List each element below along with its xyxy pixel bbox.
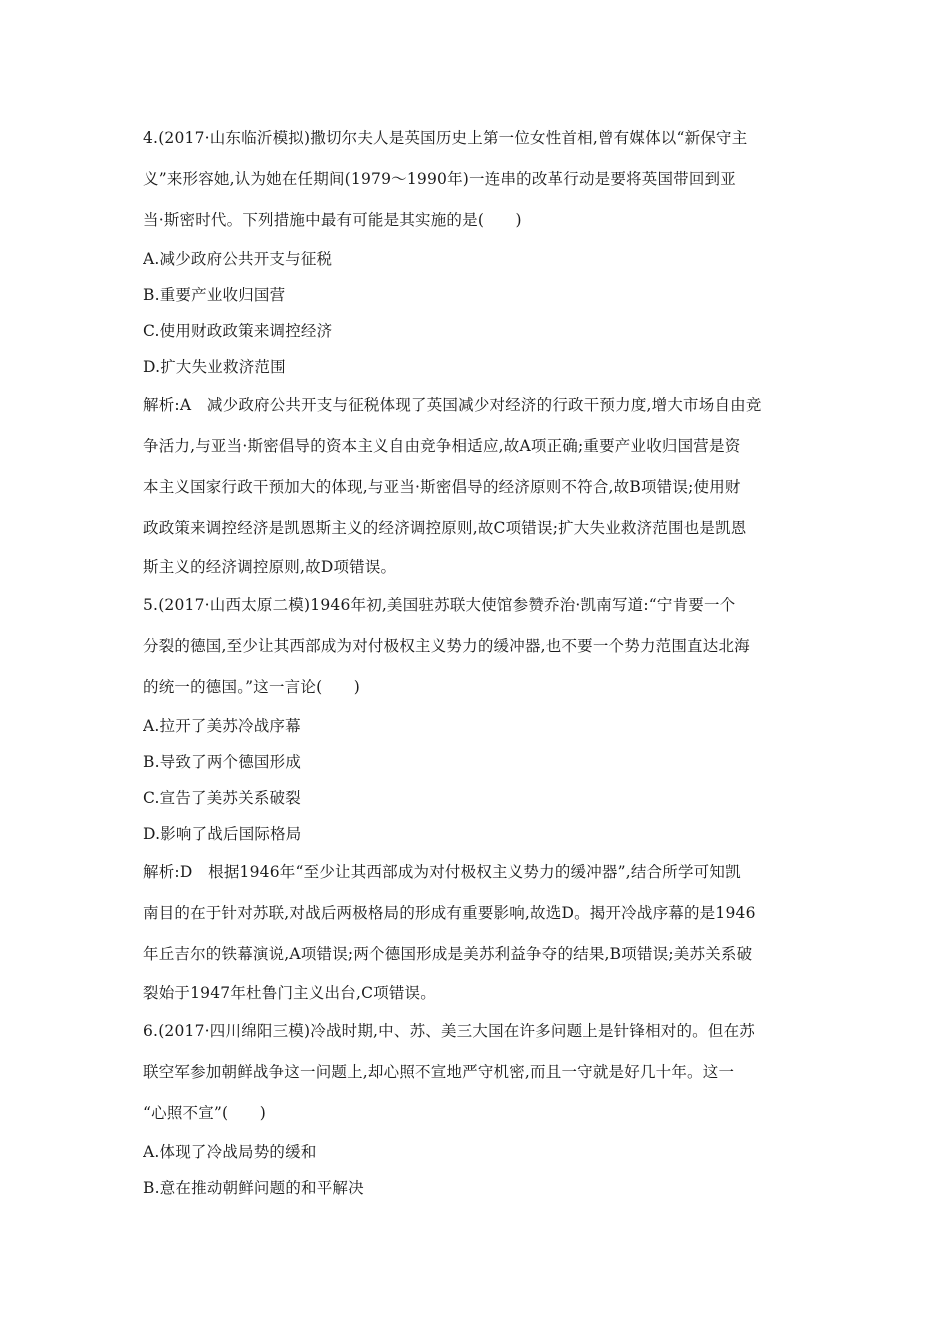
answer-option-d: D.影响了战后国际格局 <box>143 825 302 843</box>
answer-option-d: D.扩大失业救济范围 <box>143 358 286 376</box>
explanation-line: 年丘吉尔的铁幕演说,A项错误;两个德国形成是美苏利益争夺的结果,B项错误;美苏关系破 <box>143 945 753 963</box>
answer-option-a: A.体现了冷战局势的缓和 <box>143 1143 317 1161</box>
question-stem-line: 6.(2017·四川绵阳三模)冷战时期,中、苏、美三大国在许多问题上是针锋相对的。但在苏 <box>143 1022 755 1040</box>
question-4 <box>143 118 808 585</box>
question-stem-line: “心照不宣”( ) <box>143 1104 266 1122</box>
answer-option-b: B.导致了两个德国形成 <box>143 753 302 771</box>
question-5 <box>143 585 808 1011</box>
explanation-line: 南目的在于针对苏联,对战后两极格局的形成有重要影响,故选D。揭开冷战序幕的是1946 <box>143 904 756 922</box>
answer-option-b: B.重要产业收归国营 <box>143 286 286 304</box>
question-stem-line: 义”来形容她,认为她在任期间(1979～1990年)一连串的改革行动是要将英国带回到亚 <box>143 170 736 188</box>
answer-option-a: A.拉开了美苏冷战序幕 <box>143 717 301 735</box>
question-stem-line: 当·斯密时代。下列措施中最有可能是其实施的是( ) <box>143 211 522 229</box>
explanation-line: 本主义国家行政干预加大的体现,与亚当·斯密倡导的经济原则不符合,故B项错误;使用财 <box>143 478 741 496</box>
answer-option-c: C.宣告了美苏关系破裂 <box>143 789 301 807</box>
explanation-line: 政政策来调控经济是凯恩斯主义的经济调控原则,故C项错误;扩大失业救济范围也是凯恩 <box>143 519 747 537</box>
document-content <box>143 118 808 1206</box>
question-stem-line: 4.(2017·山东临沂模拟)撒切尔夫人是英国历史上第一位女性首相,曾有媒体以“新保守主 <box>143 129 748 147</box>
answer-option-b: B.意在推动朝鲜问题的和平解决 <box>143 1179 364 1197</box>
explanation-line: 解析:A 减少政府公共开支与征税体现了英国减少对经济的行政干预力度,增大市场自由竞 <box>143 396 762 414</box>
question-stem-line: 联空军参加朝鲜战争这一问题上,却心照不宣地严守机密,而且一守就是好几十年。这一 <box>143 1063 735 1081</box>
explanation-line: 裂始于1947年杜鲁门主义出台,C项错误。 <box>143 984 436 1002</box>
question-6 <box>143 1011 808 1206</box>
question-stem-line: 分裂的德国,至少让其西部成为对付极权主义势力的缓冲器,也不要一个势力范围直达北海 <box>143 637 750 655</box>
answer-option-a: A.减少政府公共开支与征税 <box>143 250 333 268</box>
question-stem-line: 5.(2017·山西太原二模)1946年初,美国驻苏联大使馆参赞乔治·凯南写道:“宁肯要一个 <box>143 596 736 614</box>
explanation-line: 解析:D 根据1946年“至少让其西部成为对付极权主义势力的缓冲器”,结合所学可知凯 <box>143 863 741 881</box>
explanation-line: 斯主义的经济调控原则,故D项错误。 <box>143 558 397 576</box>
question-stem-line: 的统一的德国。”这一言论( ) <box>143 678 360 696</box>
answer-option-c: C.使用财政政策来调控经济 <box>143 322 333 340</box>
explanation-line: 争活力,与亚当·斯密倡导的资本主义自由竞争相适应,故A项正确;重要产业收归国营是资 <box>143 437 741 455</box>
